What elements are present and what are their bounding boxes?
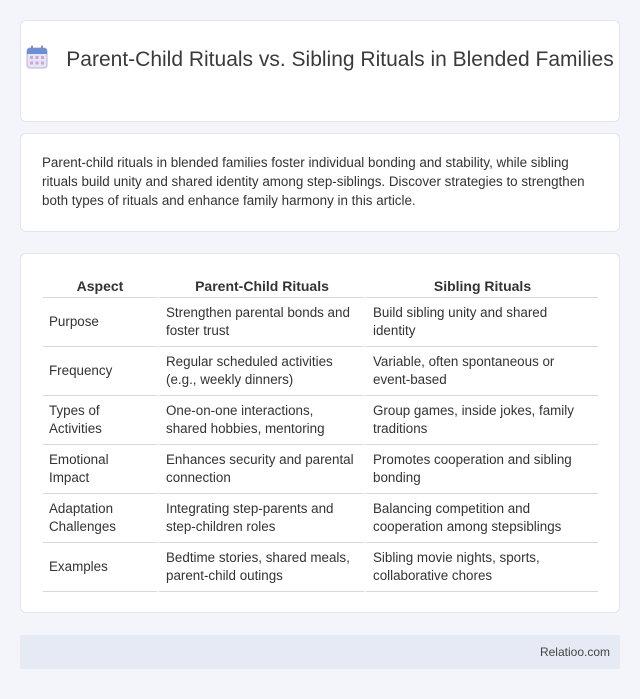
calendar-icon	[26, 45, 48, 77]
cell-parent-child: Strengthen parental bonds and foster trust	[157, 298, 364, 347]
comparison-table	[43, 277, 598, 592]
cell-sibling: Balancing competition and cooperation among stepsiblings	[364, 494, 598, 543]
title-text: Parent-Child Rituals vs. Sibling Rituals in Blended Families	[66, 48, 614, 71]
comparison-card	[20, 253, 620, 613]
table-row	[43, 494, 598, 543]
cell-sibling: Group games, inside jokes, family traditions	[364, 396, 598, 445]
cell-parent-child: Regular scheduled activities (e.g., weekly dinners)	[157, 347, 364, 396]
cell-aspect: Adaptation Challenges	[43, 494, 157, 543]
table-row	[43, 445, 598, 494]
cell-sibling: Sibling movie nights, sports, collaborative chores	[364, 543, 598, 592]
cell-parent-child: Enhances security and parental connection	[157, 445, 364, 494]
header-parent-child: Parent-Child Rituals	[157, 277, 364, 298]
table-header-row	[43, 277, 598, 298]
cell-sibling: Promotes cooperation and sibling bonding	[364, 445, 598, 494]
cell-parent-child: Bedtime stories, shared meals, parent-child outings	[157, 543, 364, 592]
cell-sibling: Variable, often spontaneous or event-based	[364, 347, 598, 396]
cell-aspect: Frequency	[43, 347, 157, 396]
cell-aspect: Purpose	[43, 298, 157, 347]
header-sibling: Sibling Rituals	[364, 277, 598, 298]
cell-aspect: Examples	[43, 543, 157, 592]
table-row	[43, 347, 598, 396]
cell-parent-child: One-on-one interactions, shared hobbies, mentoring	[157, 396, 364, 445]
header-aspect: Aspect	[43, 277, 157, 298]
table-row	[43, 396, 598, 445]
page-title	[21, 45, 619, 77]
footer	[20, 635, 620, 669]
table-row	[43, 298, 598, 347]
cell-parent-child: Integrating step-parents and step-children roles	[157, 494, 364, 543]
footer-brand-link[interactable]: Relatioo.com	[539, 645, 610, 659]
cell-sibling: Build sibling unity and shared identity	[364, 298, 598, 347]
table-row	[43, 543, 598, 592]
intro-paragraph: Parent-child rituals in blended families foster individual bonding and stability, while sibling rituals build unity and shared identity among step-siblings. Discover strategies to strengthen both types of rituals and enhance family harmony in this article.	[42, 155, 585, 208]
intro-card	[20, 133, 620, 232]
cell-aspect: Emotional Impact	[43, 445, 157, 494]
cell-aspect: Types of Activities	[43, 396, 157, 445]
title-card	[20, 20, 620, 122]
